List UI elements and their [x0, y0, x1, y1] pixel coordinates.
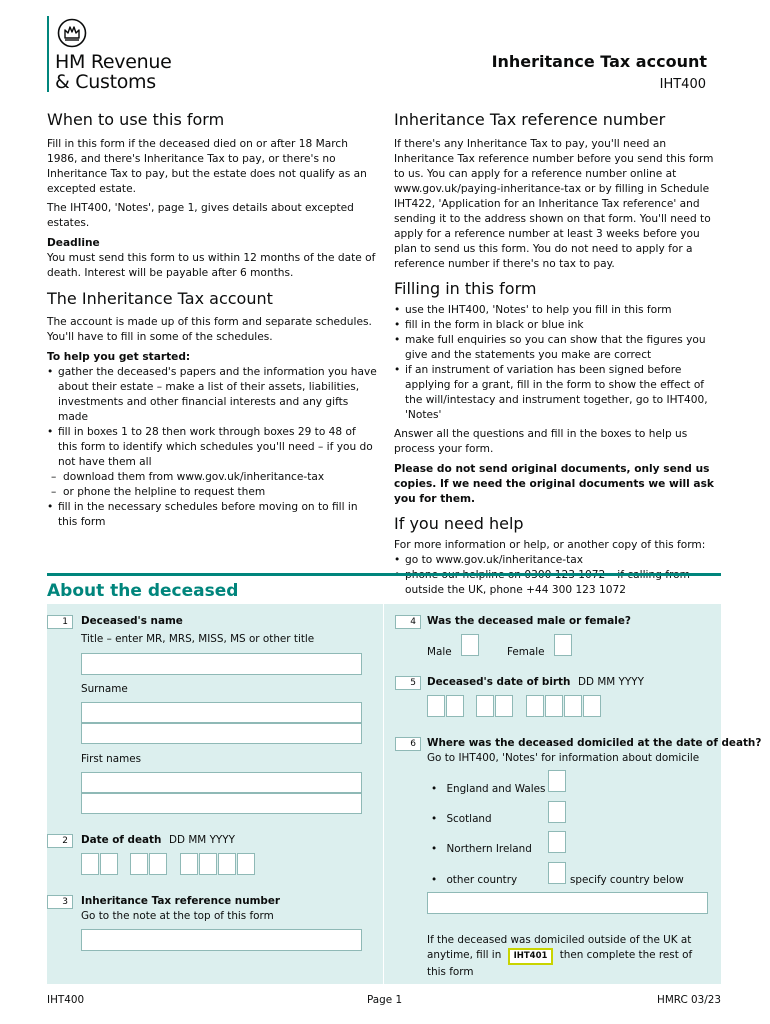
q5-label-text: Deceased's date of birth — [427, 676, 571, 688]
q6-note-text-end: then complete the rest of this form — [427, 949, 693, 978]
form-code: IHT400 — [659, 77, 706, 92]
q5-number: 5 — [395, 676, 421, 690]
org-name-line1: HM Revenue — [55, 51, 172, 73]
crown-icon — [57, 18, 87, 48]
hmrc-logo — [47, 16, 187, 92]
iht401-link[interactable]: IHT401 — [508, 948, 554, 965]
filling-list — [394, 303, 724, 423]
death-month-box[interactable] — [149, 853, 167, 875]
birth-year-box[interactable] — [526, 695, 544, 717]
q6-number: 6 — [395, 737, 421, 751]
filling-item: • if an instrument of variation has been signed before applying for a grant, fill in the form to show the effect of the will/intestacy and instrument together, go to IHT400, 'Notes' — [394, 363, 724, 423]
death-day-box[interactable] — [100, 853, 118, 875]
started-subitem: – or phone the helpline to request them — [47, 485, 377, 500]
section-rule — [47, 573, 721, 576]
q6-note-text: If the deceased was domiciled outside of the UK at anytime, fill in — [427, 934, 692, 961]
started-list — [47, 365, 377, 530]
help-item: • go to www.gov.uk/inheritance-tax — [394, 553, 724, 568]
section-heading: About the deceased — [47, 581, 239, 601]
q6-specify-label: specify country below — [570, 874, 684, 886]
footer-form-code: IHT400 — [47, 994, 85, 1006]
title-field[interactable] — [81, 653, 362, 675]
northern-ireland-checkbox[interactable] — [548, 831, 566, 853]
q3-label: Inheritance Tax reference number — [81, 895, 281, 907]
help-heading: If you need help — [394, 514, 524, 533]
q3-number: 3 — [47, 895, 73, 909]
started-item: • fill in the necessary schedules before moving on to fill in this form — [47, 500, 377, 530]
q3-hint: Go to the note at the top of this form — [81, 910, 274, 922]
logo-rule — [47, 16, 49, 92]
q6-hint: Go to IHT400, 'Notes' for information about domicile — [427, 752, 700, 764]
started-heading: To help you get started: — [47, 351, 191, 363]
q4-label: Was the deceased male or female? — [427, 615, 631, 627]
q6-option-other-country: • other country — [431, 874, 518, 886]
iht-reference-field[interactable] — [81, 929, 362, 951]
death-year-box[interactable] — [237, 853, 255, 875]
filling-paragraph: Answer all the questions and fill in the boxes to help us process your form. — [394, 428, 688, 455]
birth-month-box[interactable] — [476, 695, 494, 717]
help-item: • outside the UK, phone +44 300 123 1072 — [394, 568, 724, 598]
birth-day-box[interactable] — [427, 695, 445, 717]
q4-female-label: Female — [507, 646, 545, 658]
form-title: Inheritance Tax account — [491, 52, 707, 71]
q1-title-hint: Title – enter MR, MRS, MISS, MS or other title — [81, 633, 315, 645]
filling-item: • fill in the form in black or blue ink — [394, 318, 724, 333]
footer-version: HMRC 03/23 — [657, 994, 721, 1006]
first-names-field-line1[interactable] — [81, 772, 362, 793]
q2-label-text: Date of death — [81, 834, 162, 846]
q2-label — [81, 833, 235, 847]
female-checkbox[interactable] — [554, 634, 572, 656]
q6-note — [427, 933, 697, 980]
death-month-box[interactable] — [130, 853, 148, 875]
when-paragraph: Fill in this form if the deceased died on or after 18 March 1986, and there's Inheritance Tax to pay, or there's no Inheritance Tax to pay, but the estate does not qualify as an excepted estate. — [47, 138, 367, 195]
deadline-heading: Deadline — [47, 237, 100, 249]
q1-surname-label: Surname — [81, 683, 128, 695]
q1-first-names-label: First names — [81, 753, 142, 765]
other-country-checkbox[interactable] — [548, 862, 566, 884]
org-name-line2: & Customs — [55, 71, 156, 93]
filling-heading: Filling in this form — [394, 279, 537, 298]
q6-option-northern-ireland: • Northern Ireland — [431, 843, 532, 855]
left-column — [47, 110, 377, 530]
q6-option-scotland: • Scotland — [431, 813, 492, 825]
right-column — [394, 110, 724, 598]
q2-number: 2 — [47, 834, 73, 848]
footer-page-number: Page 1 — [367, 994, 403, 1006]
help-paragraph: For more information or help, or another copy of this form: — [394, 539, 706, 551]
q5-hint: DD MM YYYY — [578, 676, 644, 688]
birth-year-box[interactable] — [545, 695, 563, 717]
ref-paragraph: If there's any Inheritance Tax to pay, you'll need an Inheritance Tax reference number before you send this form to us. You can apply for a reference number online at www.gov.uk/paying-inheritance-tax or by filling in Schedule IHT422, 'Application for an Inheritance Tax reference' and sending it to the address shown on that form. You'll need to apply for a reference number at least 3 weeks before you plan to send us this form. You do not need to apply for a reference number if there's no tax to pay. — [394, 138, 714, 270]
account-heading: The Inheritance Tax account — [47, 289, 273, 308]
q6-label: Where was the deceased domiciled at the date of death? — [427, 737, 762, 749]
male-checkbox[interactable] — [461, 634, 479, 656]
when-heading: When to use this form — [47, 110, 225, 129]
q4-male-label: Male — [427, 646, 452, 658]
deadline-paragraph: You must send this form to us within 12 months of the date of death. Interest will be payable after 6 months. — [47, 252, 376, 279]
q4-number: 4 — [395, 615, 421, 629]
birth-month-box[interactable] — [495, 695, 513, 717]
filling-bold-note: Please do not send original documents, only send us copies. If we need the original documents we will ask you for them. — [394, 463, 714, 505]
excepted-paragraph: The IHT400, 'Notes', page 1, gives details about excepted estates. — [47, 202, 354, 229]
birth-year-box[interactable] — [583, 695, 601, 717]
started-item — [47, 425, 377, 500]
panel-divider — [383, 604, 384, 984]
death-year-box[interactable] — [199, 853, 217, 875]
started-item: • gather the deceased's papers and the information you have about their estate – make a list of their assets, liabilities, investments and other financial interests and any gifts made — [47, 365, 377, 425]
ref-heading: Inheritance Tax reference number — [394, 110, 666, 129]
birth-year-box[interactable] — [564, 695, 582, 717]
death-day-box[interactable] — [81, 853, 99, 875]
started-item-text: fill in boxes 1 to 28 then work through boxes 29 to 48 of this form to identify which schedules you'll need – if you do not have them all — [58, 426, 373, 468]
england-wales-checkbox[interactable] — [548, 770, 566, 792]
death-year-box[interactable] — [180, 853, 198, 875]
first-names-field-line2[interactable] — [81, 793, 362, 814]
q1-number: 1 — [47, 615, 73, 629]
q1-label: Deceased's name — [81, 615, 183, 627]
q5-label — [427, 675, 644, 689]
started-subitem: – download them from www.gov.uk/inheritance-tax — [47, 470, 377, 485]
account-paragraph: The account is made up of this form and separate schedules. You'll have to fill in some of the schedules. — [47, 316, 372, 343]
other-country-field[interactable] — [427, 892, 708, 914]
filling-item: • make full enquiries so you can show that the figures you give and the statements you make are correct — [394, 333, 724, 363]
q2-hint: DD MM YYYY — [169, 834, 235, 846]
filling-item: • use the IHT400, 'Notes' to help you fill in this form — [394, 303, 724, 318]
surname-field-line1[interactable] — [81, 702, 362, 723]
death-year-box[interactable] — [218, 853, 236, 875]
deceased-panel — [47, 604, 762, 984]
q6-option-england-wales: • England and Wales — [431, 783, 546, 795]
surname-field-line2[interactable] — [81, 723, 362, 744]
birth-day-box[interactable] — [446, 695, 464, 717]
scotland-checkbox[interactable] — [548, 801, 566, 823]
